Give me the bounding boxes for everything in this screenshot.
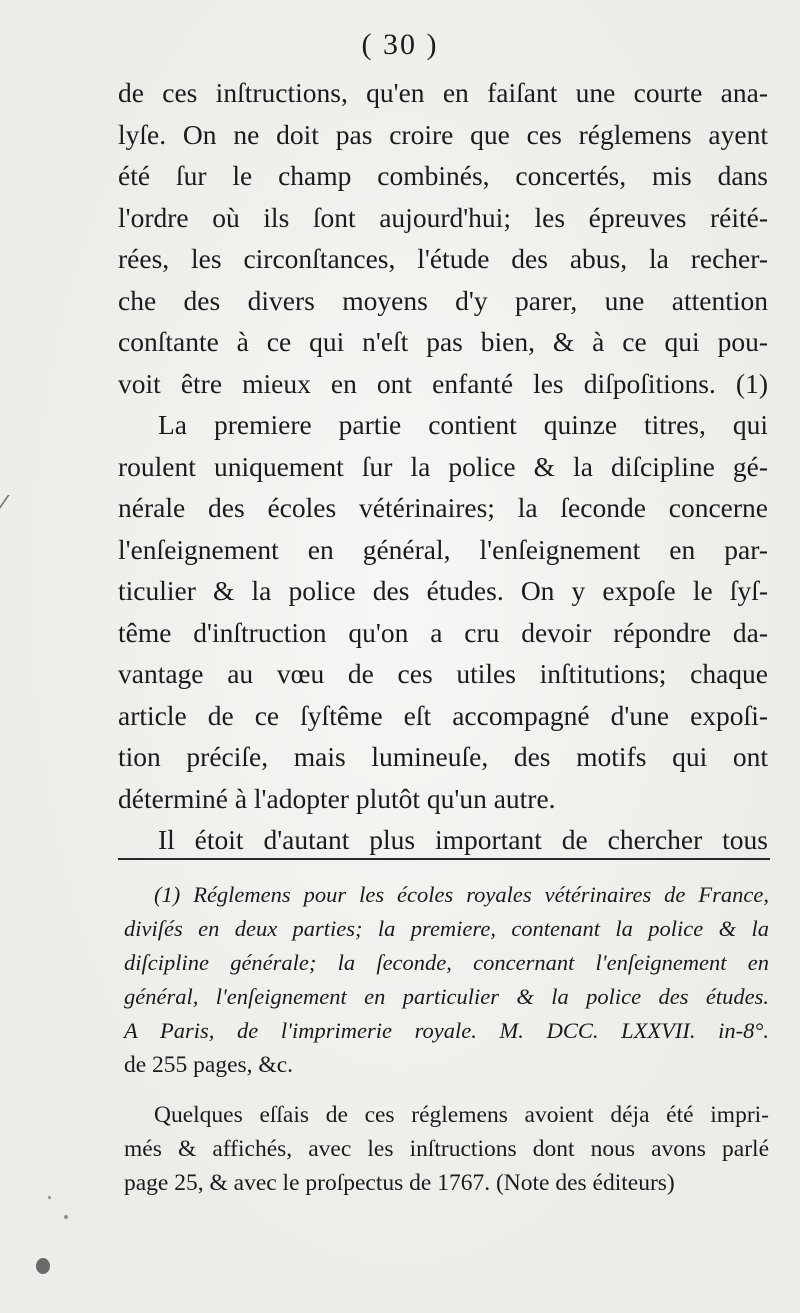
text-line: l'enſeignement en général, l'enſeignement en par- — [118, 533, 768, 565]
text-line: La premiere partie contient quinze titres, qui — [158, 409, 768, 440]
text-line: roulent uniquement ſur la police & la diſcipline gé- — [118, 450, 768, 482]
text-line: voit être mieux en ont enfanté les diſpoſitions. (1) — [118, 367, 768, 399]
editors-note-line: Quelques eſſais de ces réglemens avoient déja été impri- — [154, 1102, 769, 1128]
text-line: vantage au vœu de ces utiles inſtitutions; chaque — [118, 658, 768, 689]
text-line: article de ce ſyſtême eſt accompagné d'une expoſi- — [118, 699, 768, 731]
footnote — [124, 878, 769, 1200]
text-line: tion préciſe, mais lumineuſe, des motifs qui ont — [118, 741, 768, 772]
editors-note-line: més & affichés, avec les inſtructions dont nous avons parlé — [124, 1136, 769, 1162]
text-line: nérale des écoles vétérinaires; la ſeconde concerne — [118, 492, 768, 523]
text-line: tême d'inſtruction qu'on a cru devoir répondre da- — [118, 616, 768, 648]
text-line: ticulier & la police des études. On y expoſe le ſyſ- — [118, 575, 768, 606]
text-line: de ces inſtructions, qu'en en faiſant une courte ana- — [118, 77, 768, 108]
main-text-block — [118, 72, 768, 861]
footnote-line: (1) Réglemens pour les écoles royales vétérinaires de France, — [154, 882, 769, 907]
footnote-line: général, l'enſeignement en particulier & la police des études. — [124, 984, 769, 1009]
text-line: rées, les circonſtances, l'étude des abus, la recher- — [118, 243, 768, 274]
text-line: l'ordre où ils ſont aujourd'hui; les épreuves réité- — [118, 201, 768, 233]
footnote-rule — [118, 858, 770, 860]
footnote-spacer — [124, 1082, 769, 1098]
ink-blot — [36, 1258, 50, 1274]
text-line: che des divers moyens d'y parer, une attention — [118, 284, 768, 316]
ink-blot — [48, 1196, 51, 1199]
text-line: déterminé à l'adopter plutôt qu'un autre. — [118, 782, 556, 814]
page-number: ( 30 ) — [361, 28, 439, 61]
ink-blot — [64, 1215, 68, 1219]
footnote-line: A Paris, de l'imprimerie royale. M. DCC. LXXVII. in-8°. — [124, 1018, 769, 1043]
text-line: lyſe. On ne doit pas croire que ces réglemens ayent — [118, 118, 768, 150]
footnote-line: diviſés en deux parties; la premiere, contenant la police & la — [124, 916, 769, 941]
footnote-line: de 255 pages, &c. — [124, 1052, 294, 1078]
text-line: conſtante à ce qui n'eſt pas bien, & à ce qui pou- — [118, 326, 768, 357]
text-line: Il étoit d'autant plus important de chercher tous — [158, 824, 768, 855]
text-line: été ſur le champ combinés, concertés, mis dans — [118, 160, 768, 191]
margin-mark — [0, 495, 22, 517]
editors-note-line: page 25, & avec le proſpectus de 1767. (Note des éditeurs) — [124, 1170, 675, 1196]
footnote-line: diſcipline générale; la ſeconde, concernant l'enſeignement en — [124, 950, 769, 975]
